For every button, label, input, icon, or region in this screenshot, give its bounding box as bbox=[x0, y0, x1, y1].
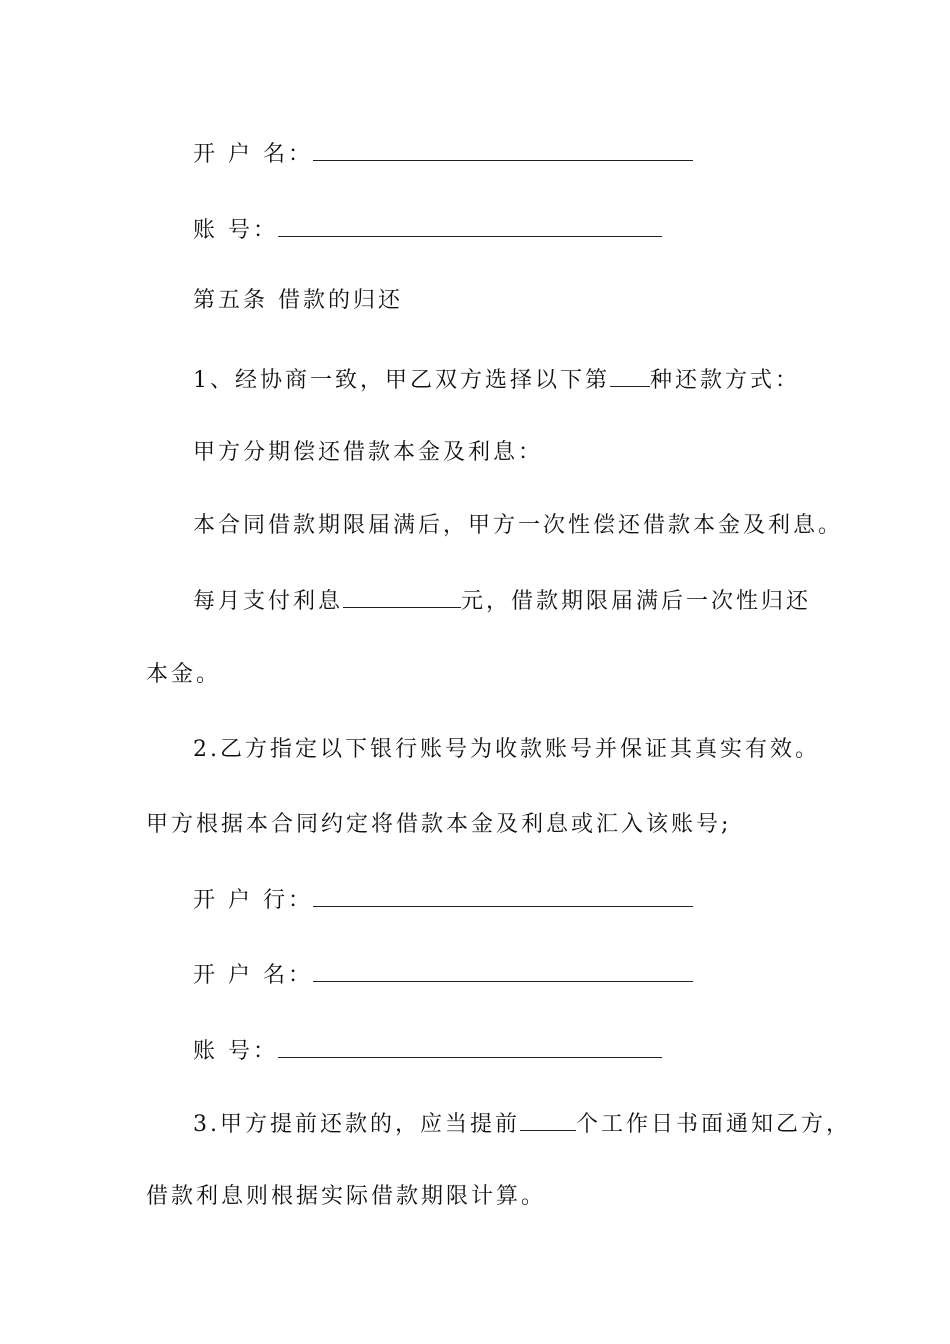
item-3-text-before: 3.甲方提前还款的，应当提前 bbox=[193, 1112, 520, 1137]
item-3-line-2: 借款利息则根据实际借款期限计算。 bbox=[146, 1184, 547, 1209]
repayment-method-blank[interactable] bbox=[610, 364, 650, 387]
item-3-text-after: 个工作日书面通知乙方， bbox=[576, 1112, 852, 1137]
account-number-blank[interactable] bbox=[278, 214, 662, 237]
account-name-label-2: 开 户 名： bbox=[193, 963, 313, 988]
bank-row bbox=[193, 884, 693, 916]
item-1-text-before: 1、经协商一致，甲乙双方选择以下第 bbox=[193, 368, 610, 393]
item-3-line-1 bbox=[193, 1108, 851, 1140]
item-2-line-1: 2.乙方指定以下银行账号为收款账号并保证其真实有效。 bbox=[193, 737, 820, 762]
account-name-row-2 bbox=[193, 959, 693, 991]
account-number-row-1 bbox=[193, 214, 662, 246]
account-number-row-2 bbox=[193, 1035, 662, 1067]
account-name-label: 开 户 名： bbox=[193, 142, 313, 167]
monthly-text-before: 每月支付利息 bbox=[193, 589, 344, 614]
item-1-text-after: 种还款方式： bbox=[650, 368, 801, 393]
monthly-interest-line-cont: 本金。 bbox=[146, 662, 222, 687]
monthly-interest-line bbox=[193, 585, 811, 617]
bank-blank[interactable] bbox=[313, 884, 693, 907]
article-title: 第五条 借款的归还 bbox=[193, 288, 403, 313]
monthly-interest-blank[interactable] bbox=[343, 585, 461, 608]
bank-label: 开 户 行： bbox=[193, 888, 313, 913]
account-name-blank[interactable] bbox=[313, 138, 693, 161]
monthly-text-after: 元，借款期限届满后一次性归还 bbox=[461, 589, 812, 614]
item-2-line-2: 甲方根据本合同约定将借款本金及利息或汇入该账号; bbox=[146, 812, 732, 837]
account-number-blank-2[interactable] bbox=[278, 1035, 662, 1058]
account-name-blank-2[interactable] bbox=[313, 959, 693, 982]
account-number-label-2: 账 号： bbox=[193, 1039, 278, 1064]
notice-days-blank[interactable] bbox=[520, 1108, 576, 1131]
option-installment: 甲方分期偿还借款本金及利息： bbox=[193, 440, 544, 465]
item-1 bbox=[193, 364, 800, 396]
account-number-label: 账 号： bbox=[193, 218, 278, 243]
option-lump-sum: 本合同借款期限届满后，甲方一次性偿还借款本金及利息。 bbox=[193, 513, 844, 538]
account-name-row-1 bbox=[193, 138, 693, 170]
